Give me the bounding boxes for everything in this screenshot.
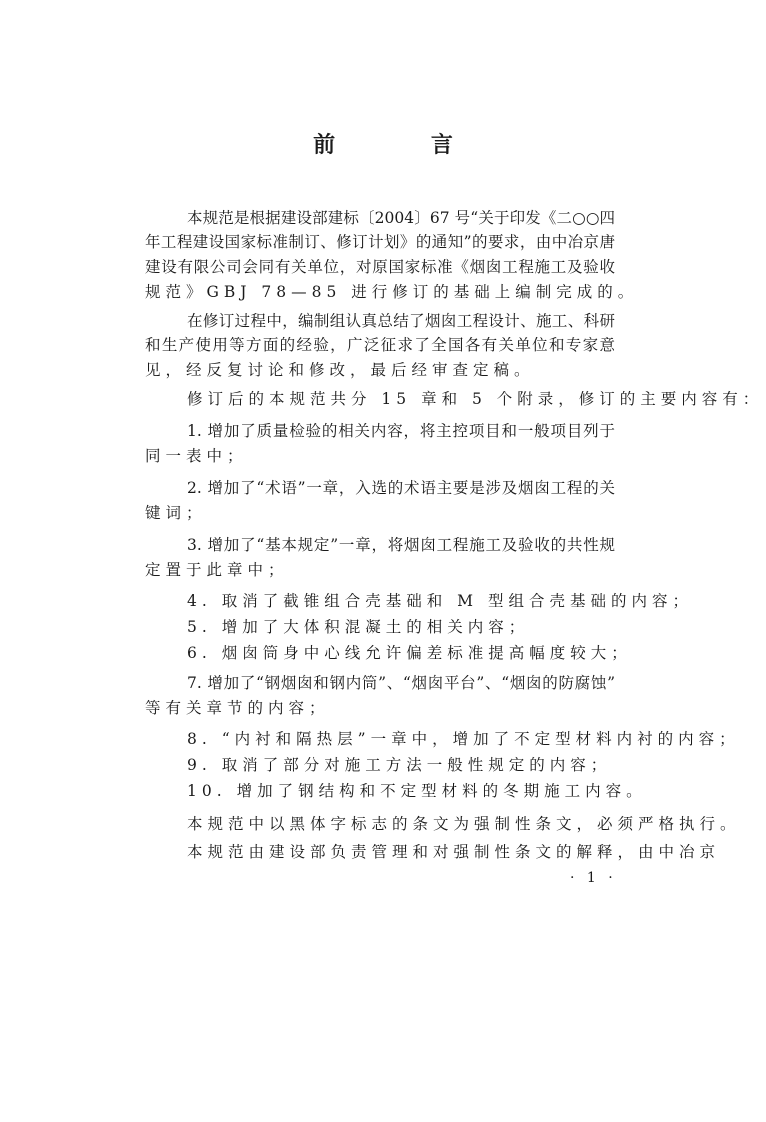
paragraph-line: 6. 烟囱筒身中心线允许偏差标准提高幅度较大； [187,644,632,662]
paragraph-line: 和生产使用等方面的经验，广泛征求了全国各有关单位和专家意 [145,336,615,354]
paragraph-line: 10. 增加了钢结构和不定型材料的冬期施工内容。 [187,782,647,800]
paragraph-line: 定置于此章中； [145,561,289,579]
paragraph-line: 5. 增加了大体积混凝土的相关内容； [187,618,530,636]
paragraph-line: 建设有限公司会同有关单位，对原国家标准《烟囱工程施工及验收 [145,258,615,276]
paragraph-line: 同一表中； [145,447,248,465]
paragraph-line: 2. 增加了“术语”一章，入选的术语主要是涉及烟囱工程的关 [187,479,615,497]
paragraph-line: 键词； [145,504,207,522]
paragraph-line: 本规范中以黑体字标志的条文为强制性条文，必须严格执行。 [187,815,741,833]
page-number: · 1 · [570,870,617,886]
paragraph-line: 4. 取消了截锥组合壳基础和 M 型组合壳基础的内容； [187,592,693,610]
paragraph-line: 年工程建设国家标准制订、修订计划》的通知”的要求，由中冶京唐 [145,233,615,251]
page-title: 前 言 [313,133,497,158]
paragraph-line: 修订后的本规范共分 15 章和 5 个附录，修订的主要内容有： [187,390,764,408]
paragraph-line: 1. 增加了质量检验的相关内容，将主控项目和一般项目列于 [187,422,615,440]
paragraph-line: 等有关章节的内容； [145,699,330,717]
paragraph-line: 规范》GBJ 78—85 进行修订的基础上编制完成的。 [145,283,639,301]
paragraph-line: 在修订过程中，编制组认真总结了烟囱工程设计、施工、科研 [187,312,615,330]
paragraph-line: 本规范是根据建设部建标〔2004〕67 号“关于印发《二○○四 [187,209,615,227]
paragraph-line: 本规范由建设部负责管理和对强制性条文的解释，由中冶京 [187,843,721,861]
paragraph-line: 8. “内衬和隔热层”一章中，增加了不定型材料内衬的内容； [187,730,740,748]
paragraph-line: 见，经反复讨论和修改，最后经审查定稿。 [145,361,535,379]
paragraph-line: 3. 增加了“基本规定”一章，将烟囱工程施工及验收的共性规 [187,536,615,554]
paragraph-line: 9. 取消了部分对施工方法一般性规定的内容； [187,756,612,774]
paragraph-line: 7. 增加了“钢烟囱和钢内筒”、“烟囱平台”、“烟囱的防腐蚀” [187,674,615,692]
